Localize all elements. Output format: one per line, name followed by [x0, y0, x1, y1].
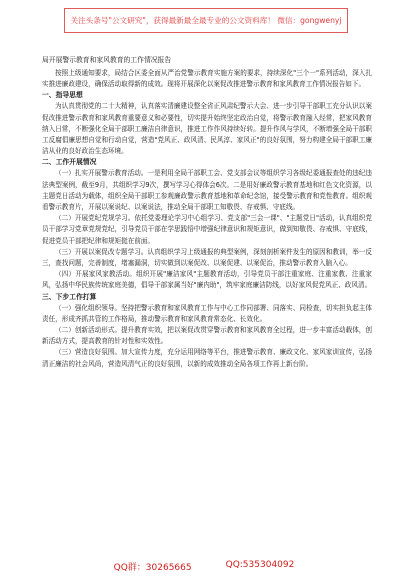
section-1-heading: 一、指导思想	[42, 91, 83, 100]
promo-banner-text: 关注头条号"公文研究"，获得最新最全最专业的公文资料库！ 微信：gongwenyj	[70, 16, 342, 25]
section-3-heading: 三、下步工作打算	[42, 292, 97, 301]
promo-banner	[64, 8, 348, 33]
section-3-paragraph-3: （三）营造良好氛围。加大宣传力度，充分运用网络等平台，推进警示教育、廉政文化、家风家训宣传，弘扬清正廉洁的社会风尚，营造风清气正的良好氛围，以新的成效推动全局各项工作再上新台阶。	[42, 348, 372, 368]
section-2-heading: 二、工作开展情况	[42, 158, 97, 167]
section-2-paragraph-1: （一）扎实开展警示教育活动。一是利用全局干部职工会、党支部会议等组织学习各级纪委通报查处的违纪违法典型案例，截至9月，共组织学习9次，撰写学习心得体会6次。二是用好廉政警示教育基地和红色文化资源，以主题党日活动为载体，组织全局干部职工参观廉政警示教育基地和革命纪念馆，接受警示教育和党性教育。组织观看警示教育片，开展以案说纪、以案说法，推动全局干部职工知敬畏、存戒惧、守底线。	[42, 169, 372, 212]
contact-footer	[0, 560, 408, 576]
section-2-paragraph-2: （二）开展党纪党规学习。依托党委理论学习中心组学习、党支部"三会一课"、"主题党日"活动，认真组织党员干部学习党章党规党纪，引导党员干部在学思践悟中增强纪律意识和规矩意识，做到知敬畏、存戒惧、守底线，促进党员干部把纪律和规矩挺在前面。	[42, 214, 372, 245]
qq-label: QQ:535304092	[225, 560, 295, 570]
section-2-paragraph-3: （三）开展以案促改专题学习。认真组织学习上级通报的典型案例，深刻剖析案件发生的原因和教训，举一反三，查找问题，完善制度，堵塞漏洞，切实做到以案促改、以案促建、以案促治，推动警示教育入脑入心。	[42, 247, 372, 268]
section-3-paragraph-1: （一）强化组织领导。坚持把警示教育和家风教育工作与中心工作同部署、同落实、同检查，切实担负起主体责任，形成齐抓共管的工作格局，推动警示教育和家风教育常态化、长效化。	[42, 303, 372, 323]
document-title: 局开展警示教育和家风教育的工作情况报告	[42, 56, 172, 64]
qq-group-label: QQ群：30265665	[113, 563, 192, 573]
section-2-paragraph-4: （四）开展家风家教活动。组织开展"廉洁家风"主题教育活动，引导党员干部注重家庭、注重家教、注重家风，弘扬中华民族传统家庭美德，倡导干部家属当好"廉内助"，筑牢家庭廉洁防线，以好家风促党风正、政风清。	[42, 270, 372, 290]
intro-paragraph: 按照上级通知要求，局结合区委全面从严治党警示教育实施方案的要求，持续深化"三个一"系列活动，深入扎实推进廉政建设，确保活动取得新的成效。现将开展深化以案促改推进警示教育和家风教育工作情况报告如下。	[42, 69, 372, 89]
section-3-paragraph-2: （二）创新活动形式。提升教育实效，把以案促改贯穿警示教育和家风教育全过程，进一步丰富活动载体，创新活动方式，提高教育的针对性和实效性。	[42, 326, 372, 346]
section-1-paragraph: 为认真贯彻党的二十大精神，认真落实清廉建设整全省正风肃纪警示大会、进一步引导干部职工充分认识以案促改推进警示教育和家风教育重要意义和必要性，切实提升始终坚定政治自觉，将警示教育融入经常，把家风教育纳入日常，不断强化全局干部职工廉洁自律意识，推进工作作风持续好转。提升作风与学风，不断增强全局干部职工反腐倡廉思想自觉和行动自觉，营造"党风正、政风清、民风淳、家风正"的良好氛围，努力构建全局干部职工廉洁从业的良好政治生态环境。	[42, 102, 372, 156]
document-body	[42, 55, 372, 370]
